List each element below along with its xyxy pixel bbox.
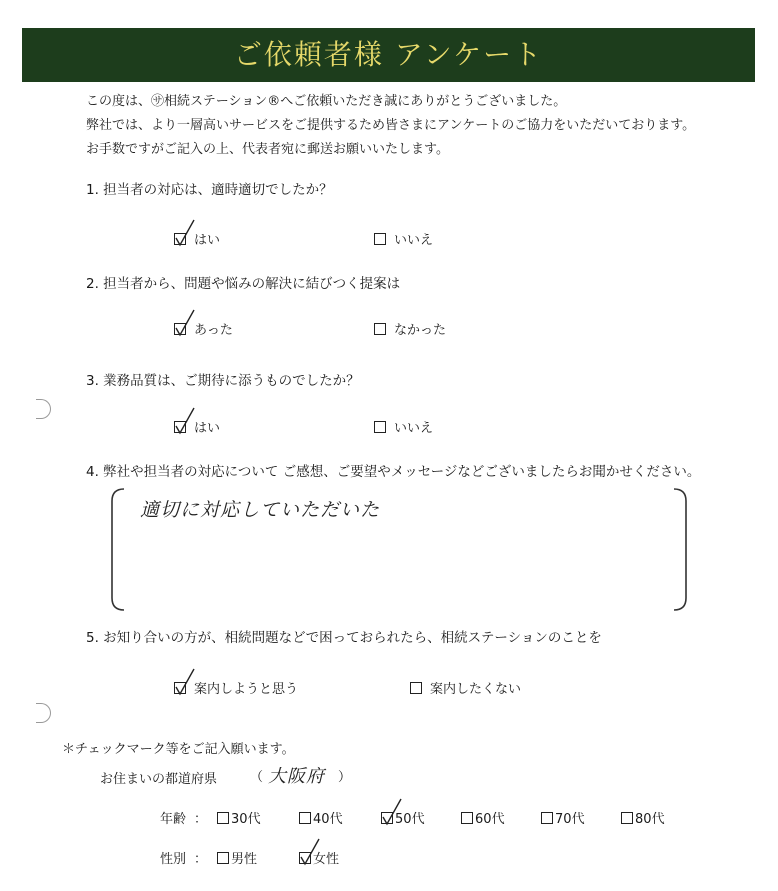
intro-line-1: この度は、㋚相続ステーション®へご依頼いただき誠にありがとうございました。 xyxy=(86,94,567,109)
gender-label: 性別 xyxy=(160,852,187,867)
q2-option-no[interactable] xyxy=(374,319,446,338)
punch-hole xyxy=(36,399,51,419)
age-colon: ： xyxy=(194,812,208,827)
checkbox-checked[interactable] xyxy=(381,812,393,824)
prefecture-value[interactable]: 大阪府 xyxy=(268,766,325,787)
checkbox[interactable] xyxy=(374,233,386,245)
question-2-label: 2. 担当者から、問題や悩みの解決に結びつく提案は xyxy=(86,276,401,292)
age-option-60[interactable] xyxy=(461,808,541,827)
check-mark-icon xyxy=(299,837,321,867)
checkbox[interactable] xyxy=(461,812,473,824)
checkbox-checked[interactable] xyxy=(174,233,186,245)
option-label: 80代 xyxy=(635,812,665,827)
checkbox[interactable] xyxy=(621,812,633,824)
checkbox-checked[interactable] xyxy=(174,323,186,335)
option-label: いいえ xyxy=(394,233,434,248)
check-mark-icon xyxy=(381,797,403,827)
profile-note: ＊チェックマーク等をご記入願います。 xyxy=(62,742,295,757)
age-option-70[interactable] xyxy=(541,808,621,827)
option-label: なかった xyxy=(394,323,447,338)
check-mark-icon xyxy=(174,308,196,338)
checkbox[interactable] xyxy=(374,323,386,335)
answer-text[interactable]: 適切に対応していただいた xyxy=(140,499,381,521)
option-label: 案内しようと思う xyxy=(194,682,299,697)
q1-option-no[interactable] xyxy=(374,229,433,248)
check-mark-icon xyxy=(174,406,196,436)
check-mark-icon xyxy=(174,218,196,248)
option-label: 60代 xyxy=(475,812,505,827)
check-mark-icon xyxy=(174,667,196,697)
option-label: 女性 xyxy=(313,852,340,867)
checkbox-checked[interactable] xyxy=(174,421,186,433)
punch-hole xyxy=(36,703,51,723)
gender-option-female[interactable] xyxy=(299,848,339,867)
question-1-label: 1. 担当者の対応は、適時適切でしたか？ xyxy=(86,182,333,198)
age-row xyxy=(160,808,665,827)
q5-option-yes[interactable] xyxy=(174,678,298,697)
gender-colon: ： xyxy=(194,852,208,867)
prefecture-label: お住まいの都道府県 xyxy=(100,772,218,787)
prefecture-open-paren: （ xyxy=(250,770,264,785)
checkbox[interactable] xyxy=(374,421,386,433)
question-4-label: 4. 弊社や担当者の対応について ご感想、ご要望やメッセージなどございましたらお聞かせください。 xyxy=(86,464,701,480)
checkbox[interactable] xyxy=(299,812,311,824)
option-label: 30代 xyxy=(231,812,261,827)
prefecture-close-paren: ） xyxy=(338,770,352,785)
option-label: いいえ xyxy=(394,421,434,436)
age-option-50[interactable] xyxy=(381,808,461,827)
checkbox-checked[interactable] xyxy=(174,682,186,694)
option-label: あった xyxy=(194,323,233,338)
q1-option-yes[interactable] xyxy=(174,229,220,248)
page-title: ご依頼者様 アンケート xyxy=(233,38,544,71)
option-label: 案内したくない xyxy=(430,682,522,697)
option-label: はい xyxy=(194,233,221,248)
intro-line-2: 弊社では、より一層高いサービスをご提供するため皆さまにアンケートのご協力をいただいております。 xyxy=(86,118,696,133)
option-label: 40代 xyxy=(313,812,343,827)
option-label: 男性 xyxy=(231,852,258,867)
age-option-30[interactable] xyxy=(217,808,299,827)
gender-row xyxy=(160,848,339,867)
question-5-label: 5. お知り合いの方が、相続問題などで困っておられたら、相続ステーションのことを xyxy=(86,630,602,646)
checkbox-checked[interactable] xyxy=(299,852,311,864)
age-label: 年齢 xyxy=(160,812,187,827)
question-3-label: 3. 業務品質は、ご期待に添うものでしたか？ xyxy=(86,373,360,389)
gender-option-male[interactable] xyxy=(217,848,299,867)
option-label: 50代 xyxy=(395,812,425,827)
checkbox[interactable] xyxy=(217,852,229,864)
option-label: はい xyxy=(194,421,221,436)
option-label: 70代 xyxy=(555,812,585,827)
q3-option-yes[interactable] xyxy=(174,417,220,436)
age-option-40[interactable] xyxy=(299,808,381,827)
q5-option-no[interactable] xyxy=(410,678,521,697)
checkbox[interactable] xyxy=(217,812,229,824)
q2-option-yes[interactable] xyxy=(174,319,233,338)
intro-line-3: お手数ですがご記入の上、代表者宛に郵送お願いいたします。 xyxy=(86,142,449,157)
checkbox[interactable] xyxy=(541,812,553,824)
q3-option-no[interactable] xyxy=(374,417,433,436)
age-option-80[interactable] xyxy=(621,808,665,827)
checkbox[interactable] xyxy=(410,682,422,694)
